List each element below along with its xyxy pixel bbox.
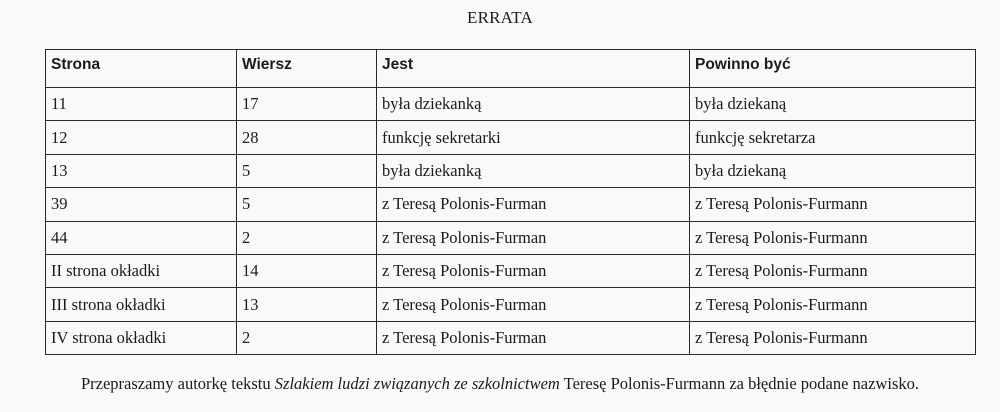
cell-jest: była dziekanką — [377, 88, 690, 121]
cell-powinno-byc: z Teresą Polonis-Furmann — [690, 254, 976, 287]
table-row — [46, 121, 976, 154]
errata-table — [45, 49, 976, 355]
column-header-powinno-byc: Powinno być — [690, 50, 976, 88]
cell-wiersz: 28 — [237, 121, 377, 154]
cell-jest: była dziekanką — [377, 154, 690, 187]
table-row — [46, 254, 976, 287]
cell-strona: III strona okładki — [46, 288, 237, 321]
note-book-title: Szlakiem ludzi związanych ze szkolnictwem — [274, 374, 560, 393]
column-header-strona: Strona — [46, 50, 237, 88]
cell-wiersz: 5 — [237, 154, 377, 187]
note-text-after: Teresę Polonis-Furmann za błędnie podane nazwisko. — [559, 374, 920, 393]
table-row — [46, 221, 976, 254]
cell-strona: 13 — [46, 154, 237, 187]
cell-powinno-byc: z Teresą Polonis-Furmann — [690, 288, 976, 321]
cell-jest: z Teresą Polonis-Furman — [377, 321, 690, 354]
table-row — [46, 188, 976, 221]
cell-jest: funkcję sekretarki — [377, 121, 690, 154]
cell-powinno-byc: była dziekaną — [690, 88, 976, 121]
cell-powinno-byc: z Teresą Polonis-Furmann — [690, 321, 976, 354]
cell-jest: z Teresą Polonis-Furman — [377, 288, 690, 321]
cell-wiersz: 17 — [237, 88, 377, 121]
cell-wiersz: 13 — [237, 288, 377, 321]
table-row — [46, 288, 976, 321]
table-header-row — [46, 50, 976, 88]
cell-strona: 12 — [46, 121, 237, 154]
page-title: ERRATA — [467, 8, 533, 27]
apology-note — [0, 374, 1000, 394]
cell-strona: 39 — [46, 188, 237, 221]
cell-powinno-byc: była dziekaną — [690, 154, 976, 187]
note-text-before: Przepraszamy autorkę tekstu — [80, 374, 275, 393]
cell-powinno-byc: funkcję sekretarza — [690, 121, 976, 154]
table-row — [46, 88, 976, 121]
cell-powinno-byc: z Teresą Polonis-Furmann — [690, 221, 976, 254]
cell-powinno-byc: z Teresą Polonis-Furmann — [690, 188, 976, 221]
cell-jest: z Teresą Polonis-Furman — [377, 188, 690, 221]
cell-strona: 11 — [46, 88, 237, 121]
cell-strona: IV strona okładki — [46, 321, 237, 354]
cell-jest: z Teresą Polonis-Furman — [377, 254, 690, 287]
cell-wiersz: 5 — [237, 188, 377, 221]
column-header-jest: Jest — [377, 50, 690, 88]
cell-strona: 44 — [46, 221, 237, 254]
column-header-wiersz: Wiersz — [237, 50, 377, 88]
table-row — [46, 321, 976, 354]
cell-wiersz: 14 — [237, 254, 377, 287]
table-row — [46, 154, 976, 187]
cell-jest: z Teresą Polonis-Furman — [377, 221, 690, 254]
cell-strona: II strona okładki — [46, 254, 237, 287]
cell-wiersz: 2 — [237, 321, 377, 354]
cell-wiersz: 2 — [237, 221, 377, 254]
